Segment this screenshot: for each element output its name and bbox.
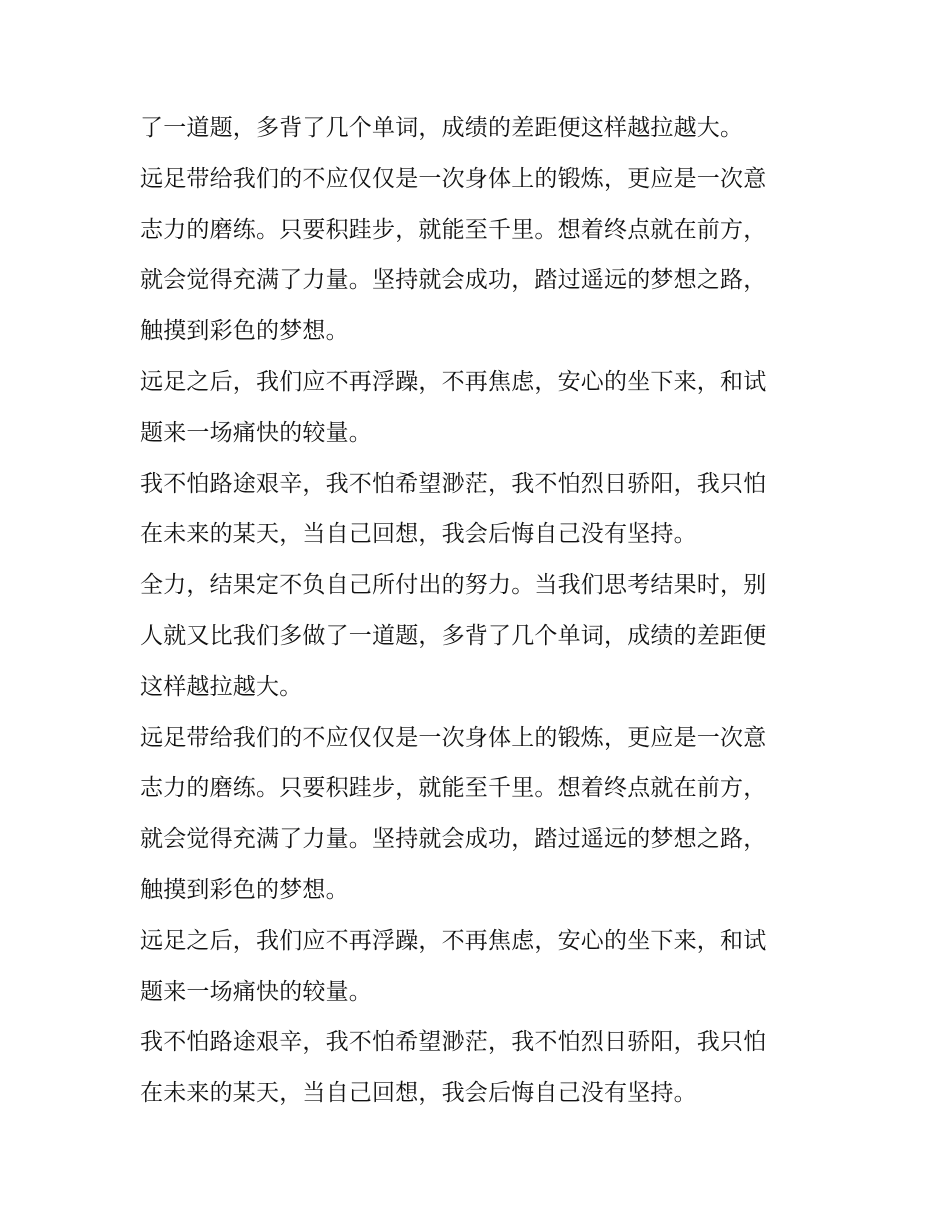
text-line: 我不怕路途艰辛，我不怕希望渺茫，我不怕烈日骄阳，我只怕: [140, 470, 767, 497]
text-line: 这样越拉越大。: [140, 673, 303, 700]
text-line: 触摸到彩色的梦想。: [140, 876, 349, 903]
text-line: 志力的磨练。只要积跬步，就能至千里。想着终点就在前方，: [140, 216, 767, 243]
text-line: 就会觉得充满了力量。坚持就会成功，踏过遥远的梦想之路，: [140, 267, 767, 294]
paragraph-4: [140, 459, 812, 561]
paragraph-3: [140, 357, 812, 459]
text-line: 题来一场痛快的较量。: [140, 978, 372, 1005]
paragraph-2: [140, 154, 812, 357]
paragraph-5: [140, 560, 812, 712]
document-page: [140, 103, 812, 1119]
paragraph-7: [140, 916, 812, 1018]
text-line: 远足之后，我们应不再浮躁，不再焦虑，安心的坐下来，和试: [140, 368, 767, 395]
text-line: 远足带给我们的不应仅仅是一次身体上的锻炼，更应是一次意: [140, 165, 767, 192]
text-line: 在未来的某天，当自己回想，我会后悔自己没有坚持。: [140, 521, 697, 548]
paragraph-6: [140, 713, 812, 916]
paragraph-1: [140, 103, 812, 154]
text-line: 我不怕路途艰辛，我不怕希望渺茫，我不怕烈日骄阳，我只怕: [140, 1029, 767, 1056]
text-line: 全力，结果定不负自己所付出的努力。当我们思考结果时，别: [140, 572, 767, 599]
text-line: 远足之后，我们应不再浮躁，不再焦虑，安心的坐下来，和试: [140, 927, 767, 954]
text-line: 就会觉得充满了力量。坚持就会成功，踏过遥远的梦想之路，: [140, 826, 767, 853]
text-line: 题来一场痛快的较量。: [140, 419, 372, 446]
text-line: 人就又比我们多做了一道题，多背了几个单词，成绩的差距便: [140, 622, 767, 649]
text-line: 了一道题，多背了几个单词，成绩的差距便这样越拉越大。: [140, 115, 744, 141]
text-line: 远足带给我们的不应仅仅是一次身体上的锻炼，更应是一次意: [140, 724, 767, 751]
text-line: 在未来的某天，当自己回想，我会后悔自己没有坚持。: [140, 1080, 697, 1107]
text-line: 触摸到彩色的梦想。: [140, 318, 349, 345]
text-line: 志力的磨练。只要积跬步，就能至千里。想着终点就在前方，: [140, 775, 767, 802]
paragraph-8: [140, 1017, 812, 1119]
